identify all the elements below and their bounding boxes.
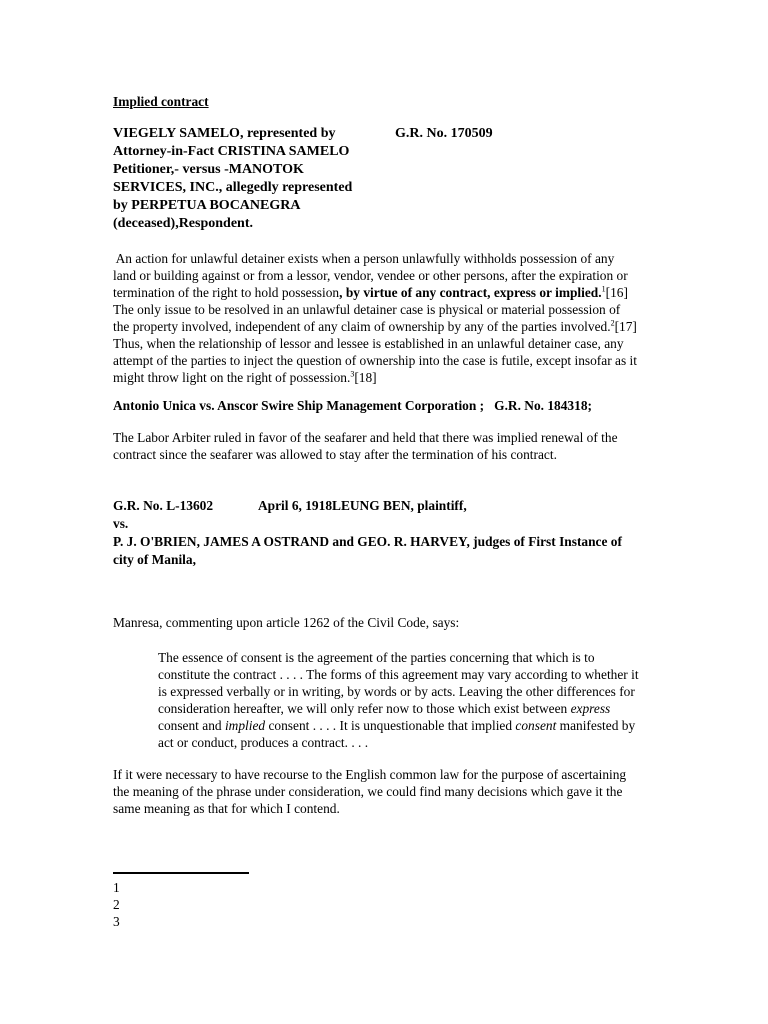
text-line [158,700,653,717]
text-line [113,284,653,301]
text-run: the property involved, independent of any claim of ownership by any of the parties involved. [113,319,611,334]
paragraph-manresa: Manresa, commenting upon article 1262 of the Civil Code, says: [113,615,460,630]
paragraph-common-law [113,766,653,817]
case-caption-leung-ben [113,497,653,569]
caption-line: city of Manila, [113,552,196,567]
caption-line: Attorney-in-Fact CRISTINA SAMELO [113,144,350,159]
text-line: The only issue to be resolved in an unlawful detainer case is physical or material possession of [113,302,621,317]
text-line: Thus, when the relationship of lessor and lessee is established in an unlawful detainer case, any [113,336,624,351]
italic-run: consent [515,718,557,733]
text-run: manifested by [556,718,636,733]
footnotes [113,879,653,930]
caption-line: (deceased),Respondent. [113,216,253,231]
section-heading: Implied contract [113,94,209,109]
text-line: attempt of the parties to inject the question of ownership into the case is futile, except insofar as it [113,353,637,368]
case-caption-samelo [113,125,378,233]
text-line [113,318,653,335]
block-quote [158,649,653,751]
text-line: contract since the seafarer was allowed to stay after the termination of his contract. [113,447,557,462]
caption-line: P. J. O'BRIEN, JAMES A OSTRAND and GEO. R. HARVEY, judges of First Instance of [113,534,622,549]
text-line [113,369,653,386]
footnote-ref-18[interactable]: [18] [354,370,377,385]
text-line [158,717,653,734]
case-caption-unica: Antonio Unica vs. Anscor Swire Ship Management Corporation ; G.R. No. 184318; [113,398,592,413]
caption-line: SERVICES, INC., allegedly represented [113,180,353,195]
text-line: The Labor Arbiter ruled in favor of the seafarer and held that there was implied renewal of the [113,430,618,445]
footnote-1[interactable]: 1 [113,880,120,895]
footnote-mark-3[interactable]: 3 [350,369,355,379]
text-line: the meaning of the phrase under consideration, we could find many decisions which gave it the [113,784,623,799]
text-line: land or building against or from a lessor, vendor, vendee or other persons, after the expiration or [113,268,628,283]
caption-line: by PERPETUA BOCANEGRA [113,198,301,213]
text-line: same meaning as that for which I contend. [113,801,340,816]
caption-line: Petitioner,- versus -MANOTOK [113,162,304,177]
text-line: An action for unlawful detainer exists when a person unlawfully withholds possession of any [113,251,615,266]
footnote-mark-2[interactable]: 2 [610,318,615,328]
text-run: might throw light on the right of possession. [113,370,351,385]
text-run: consent and [158,718,225,733]
text-run: termination of the right to hold possession [113,285,340,300]
caption-line [113,497,653,515]
footnote-mark-1[interactable]: 1 [601,284,606,294]
case-date-party: April 6, 1918LEUNG BEN, plaintiff, [258,498,467,513]
text-line: If it were necessary to have recourse to the English common law for the purpose of ascertaining [113,767,627,782]
footnote-3[interactable]: 3 [113,914,120,929]
caption-line: VIEGELY SAMELO, represented by [113,126,336,141]
bold-run: , by virtue of any contract, express or implied. [339,285,602,300]
text-run: consideration hereafter, we will only refer now to those which exist between [158,701,571,716]
text-line: is expressed verbally or in writing, by words or by acts. Leaving the other differences for [158,684,635,699]
text-line: The essence of consent is the agreement of the parties concerning that which is to [158,650,595,665]
footnote-separator [113,872,249,874]
italic-run: express [570,701,611,716]
paragraph-labor-arbiter [113,429,653,463]
footnote-ref-16[interactable]: [16] [605,285,628,300]
footnote-2[interactable]: 2 [113,897,120,912]
text-run: consent . . . . It is unquestionable that implied [265,718,516,733]
paragraph-unlawful-detainer [113,250,653,386]
text-line: constitute the contract . . . . The forms of this agreement may vary according to whether it [158,667,639,682]
case-gr-number: G.R. No. L-13602 [113,498,214,513]
italic-run: implied [224,718,266,733]
text-line: act or conduct, produces a contract. . . . [158,735,369,750]
footnote-ref-17[interactable]: [17] [614,319,637,334]
caption-line: vs. [113,516,129,531]
case-gr-number: G.R. No. 170509 [395,126,493,141]
